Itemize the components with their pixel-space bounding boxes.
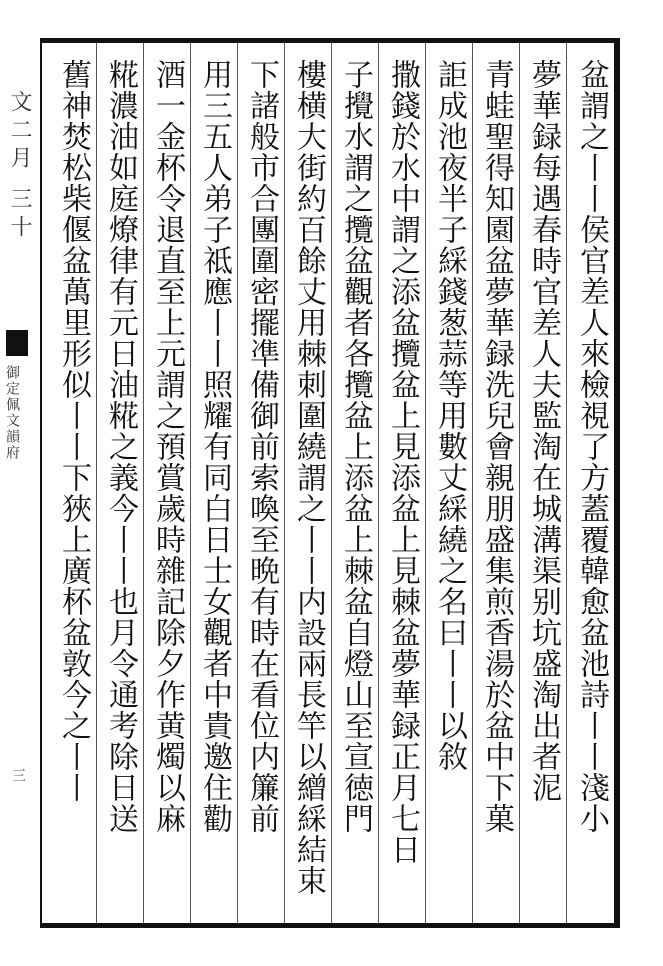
text-column: 下諸般市合團圍密擺凖備御前索喚至晩有時在看位内簾前 [238,43,285,923]
text-column: 樓横大街約百餘丈用棘刺圍繞謂之丨丨内設兩長竿以繒綵結束 [285,43,332,923]
text-column: 用三五人弟子祗應丨丨照耀有同白日士女觀者中貴邀住勸 [191,43,238,923]
text-column: 盆謂之丨丨侯官差人來檢視了方蓋覆韓愈盆池詩丨丨淺小 [574,59,609,834]
text-column: 舊神焚松柴偃盆萬里形似丨丨下狹上廣杯盆敦今之丨丨 [50,43,97,923]
text-column: 詎成池夜半子綵錢葱蒜等用數丈綵繞之名曰丨丨以敘 [426,43,473,923]
text-column: 夢華録每遇春時官差人夫監淘在城溝渠别坑盛淘出者泥 [520,43,567,923]
margin-fishtail-block [6,330,28,356]
adjacent-page-margin [0,40,34,940]
margin-book-title: 御定佩文韻府 [4,365,20,461]
text-column: 糀濃油如庭燎律有元日油糀之義今丨丨也月令通考除日送 [97,43,144,923]
text-frame [40,38,620,928]
text-columns [42,43,614,923]
margin-edge-text: 文二月 三十 [7,90,32,243]
text-column: 撒錢於水中謂之添盆攬盆上見添盆上見棘盆夢華録正月七日 [379,43,426,923]
text-column: 青蛙聖得知園盆夢華録洗兒會親朋盛集煎香湯於盆中下菓 [473,43,520,923]
text-column: 子攪水謂之攬盆觀者各攬盆上添盆上棘盆自燈山至宣徳門 [332,43,379,923]
text-column: 酒一金杯令退直至上元謂之預賞歲時雜記除夕作黄燭以麻 [144,43,191,923]
margin-page-mark: 三 [10,768,26,782]
